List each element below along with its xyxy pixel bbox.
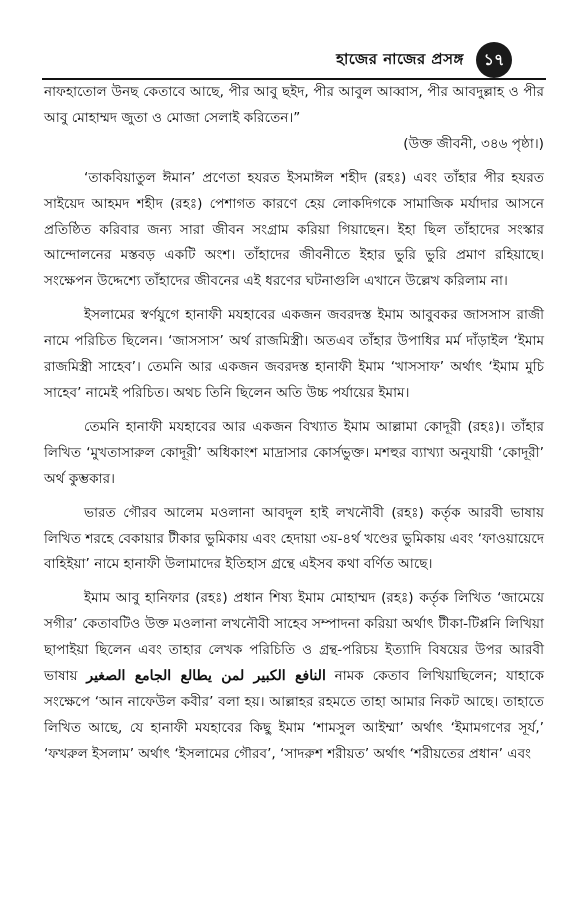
paragraph-1 (44, 80, 544, 158)
paragraph-4: তেমনি হানাফী মযহাবের আর একজন বিখ্যাত ইমাম আল্লামা কোদূরী (রহঃ)। তাঁহার লিখিত ‘মুখতাসারুল কোদূরী’ অধিকাংশ মাদ্রাসার কোর্সভুক্ত। মশহুর ব্যাখ্যা অনুযায়ী ‘কোদূরী’ অর্থ কুম্ভকার। (44, 418, 544, 487)
paragraph-6-part-1: ইমাম আবু হানিফার (রহঃ) প্রধান শিষ্য ইমাম মোহাম্মদ (রহঃ) কর্তৃক লিখিত ‘জামেয়ে সগীর’ কেতাবটিও উক্ত মওলানা লখনৌবী সাহেব সম্পাদনা করিয়া অর্থাৎ টীকা-টিপ্পনি লিখিয়া ছাপাইয়া ছিলেন এবং তাহার লেখক পরিচিতি ও গ্রন্থ-পরিচয় ইত্যাদি বিষয়ের উপর আরবী ভাষায় (44, 590, 544, 685)
paragraph-3: ইসলামের স্বর্ণযুগে হানাফী মযহাবের একজন জবরদস্ত ইমাম আবুবকর জাসসাস রাজী নামে পরিচিত ছিলেন। ‘জাসসাস’ অর্থ রাজমিস্ত্রী। অতএব তাঁহার উপাধির মর্ম দাঁড়াইল ‘ইমাম রাজমিস্ত্রী সাহেব’। তেমনি আর একজন জবরদস্ত হানাফী ইমাম ‘খাসসাফ’ অর্থাৎ ‘ইমাম মুচি সাহেব’ নামেই পরিচিত। অথচ তিনি ছিলেন অতি উচ্চ পর্যায়ের ইমাম। (44, 307, 544, 401)
page-header (42, 40, 546, 84)
arabic-book-title: النافع الكبير لمن يطالع الجامع الصغير (86, 668, 326, 685)
quote-ending: নাফহাতোল উনছ কেতাবে আছে, পীর আবু ছইদ, পীর আবুল আব্বাস, পীর আবদুল্লাহ ও পীর আবু মোহাম্মদ জুতা ও মোজা সেলাই করিতেন।” (44, 84, 544, 126)
citation: (উক্ত জীবনী, ৩৪৬ পৃষ্ঠা।) (403, 135, 544, 152)
page-number-badge: ১৭ (476, 42, 512, 78)
paragraph-2: ‘তাকবিয়াতুল ঈমান’ প্রণেতা হযরত ইসমাঈল শহীদ (রহঃ) এবং তাঁহার পীর হযরত সাইয়েদ আহমদ শহীদ (রহঃ) পেশাগত কারণে হেয় লোকদিগকে সামাজিক মর্যাদার আসনে প্রতিষ্ঠিত করিবার জন্য সারা জীবন সংগ্রাম করিয়া গিয়াছেন। ইহা ছিল তাঁহাদের সংস্কার আন্দোলনের মস্তবড় একটি অংশ। তাঁহাদের জীবনীতে ইহার ভুরি ভুরি প্রমাণ রহিয়াছে। সংক্ষেপন উদ্দেশ্যে তাঁহাদের জীবনের এই ধরণের ঘটনাগুলি এখানে উল্লেখ করিলাম না। (44, 169, 544, 290)
paragraph-6 (44, 586, 544, 767)
running-title: হাজের নাজের প্রসঙ্গ (336, 50, 464, 68)
page-body (44, 80, 544, 776)
paragraph-5: ভারত গৌরব আলেম মওলানা আবদুল হাই লখনৌবী (রহঃ) কর্তৃক আরবী ভাষায় লিখিত শরহে বেকায়ার টীকার ভুমিকায় এবং হেদায়া ৩য়-৪র্থ খণ্ডের ভুমিকায় এবং ‘ফাওয়ায়েদে বাহিইয়া’ নামে হানাফী উলামাদের ইতিহাস গ্রন্থে এইসব কথা বর্ণিত আছে। (44, 504, 544, 573)
paragraph-6-part-2: নামক কেতাব লিখিয়াছিলেন; যাহাকে সংক্ষেপে ‘আন নাফেউল কবীর’ বলা হয়। আল্লাহর রহমতে তাহা আমার নিকট আছে। তাহাতে লিখিত আছে, যে হানাফী মযহাবের কিছু ইমাম ‘শামসুল আইম্মা’ অর্থাৎ ‘ইমামগণের সূর্য,’ ‘ফখরুল ইসলাম’ অর্থাৎ ‘ইসলামের গৌরব’, ‘সাদরুশ শরীয়ত’ অর্থাৎ ‘শরীয়তের প্রধান’ এবং (44, 668, 544, 762)
